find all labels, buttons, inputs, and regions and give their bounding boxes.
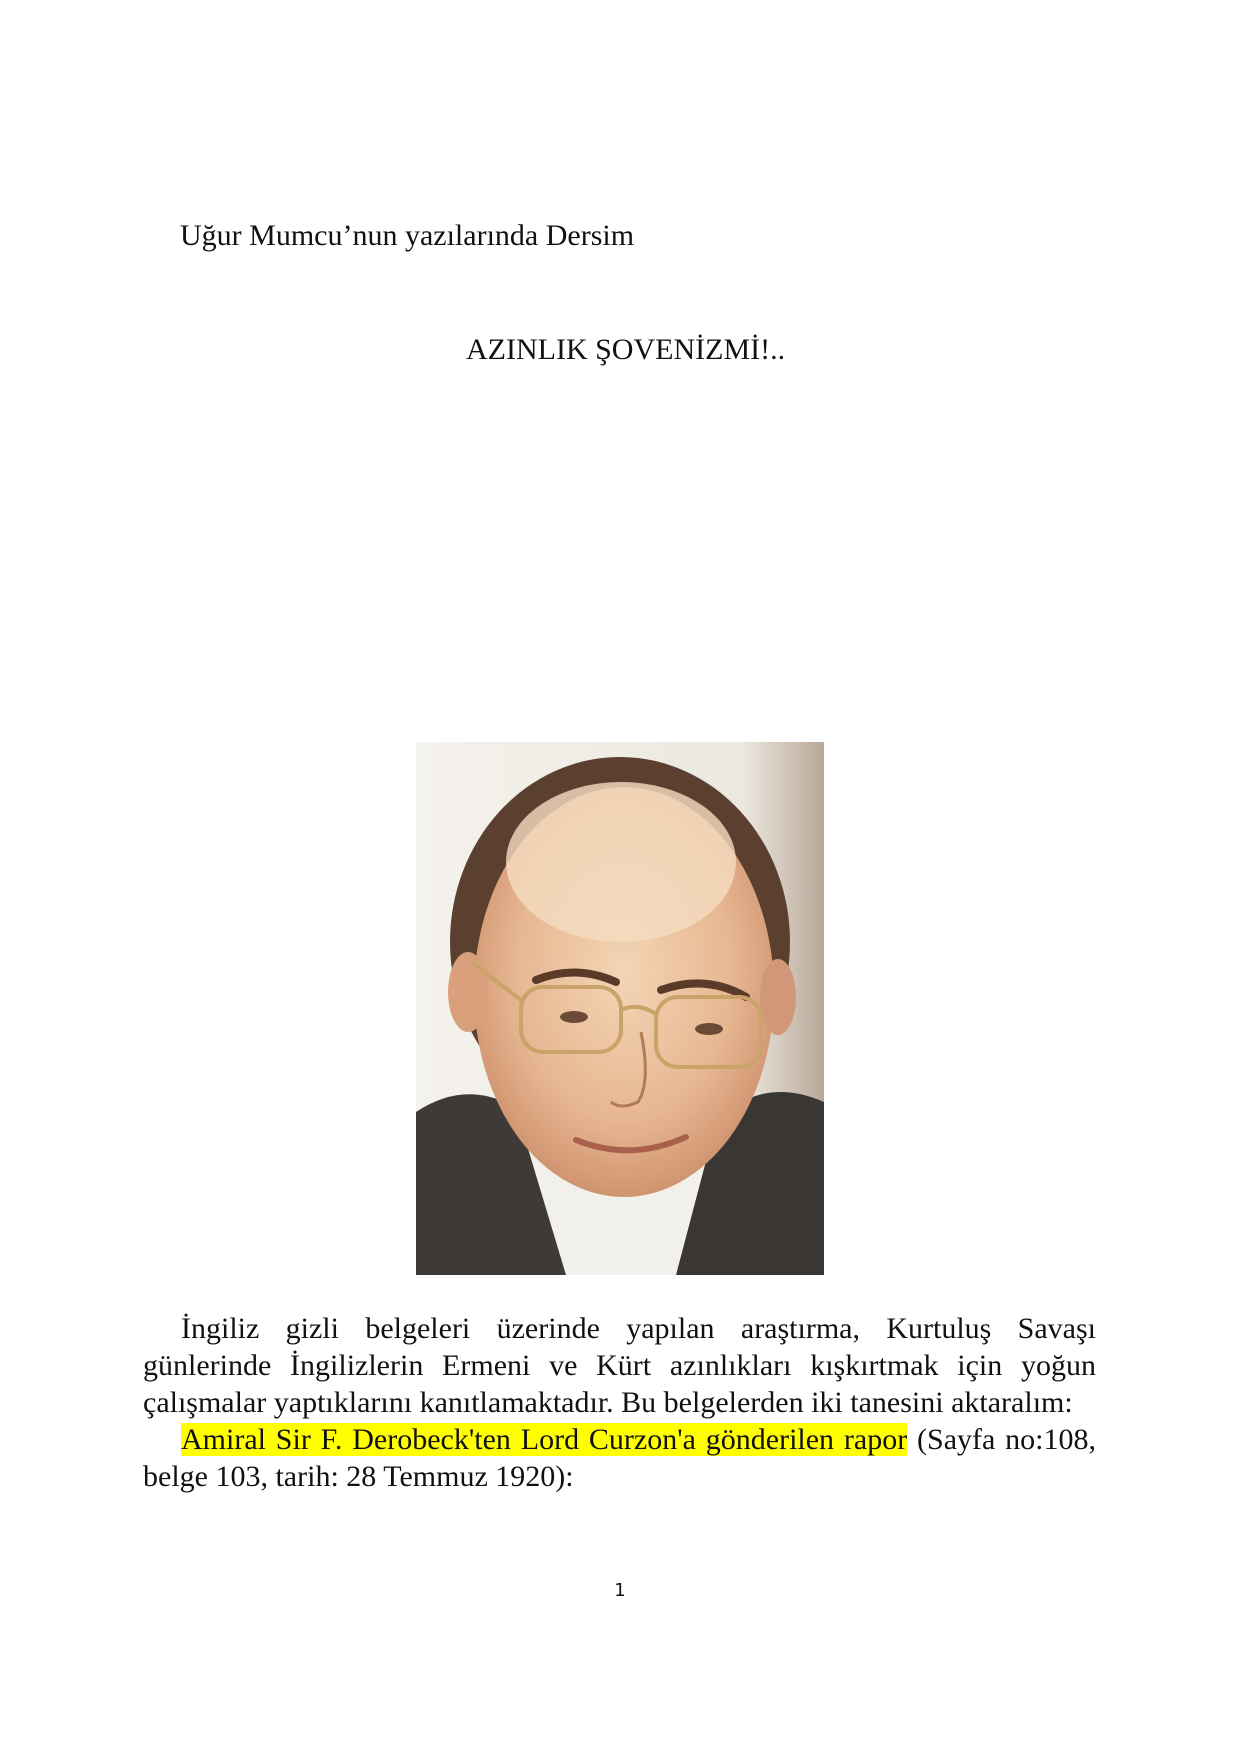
paragraph-intro: İngiliz gizli belgeleri üzerinde yapılan araştırma, Kurtuluş Savaşı günlerinde İngilizlerin Ermeni ve Kürt azınlıkları kışkırtmak için yoğun çalışmalar yaptıklarını kanıtlamaktadır. Bu belgelerden iki tanesini aktaralım: xyxy=(143,1312,1096,1419)
report-citation: (Sayfa no:108, belge 103, tarih: 28 Temmuz 1920): xyxy=(143,1423,1096,1493)
highlighted-text: Amiral Sir F. Derobeck'ten Lord Curzon'a gönderilen rapor xyxy=(181,1423,908,1456)
article-body xyxy=(143,1310,1096,1495)
page-number: 1 xyxy=(614,1580,626,1601)
document-subtitle: Uğur Mumcu’nun yazılarında Dersim xyxy=(180,219,635,252)
portrait-photo xyxy=(416,742,824,1275)
paragraph-report-reference xyxy=(143,1421,1096,1495)
article-heading: AZINLIK ŞOVENİZMİ!.. xyxy=(466,333,786,366)
